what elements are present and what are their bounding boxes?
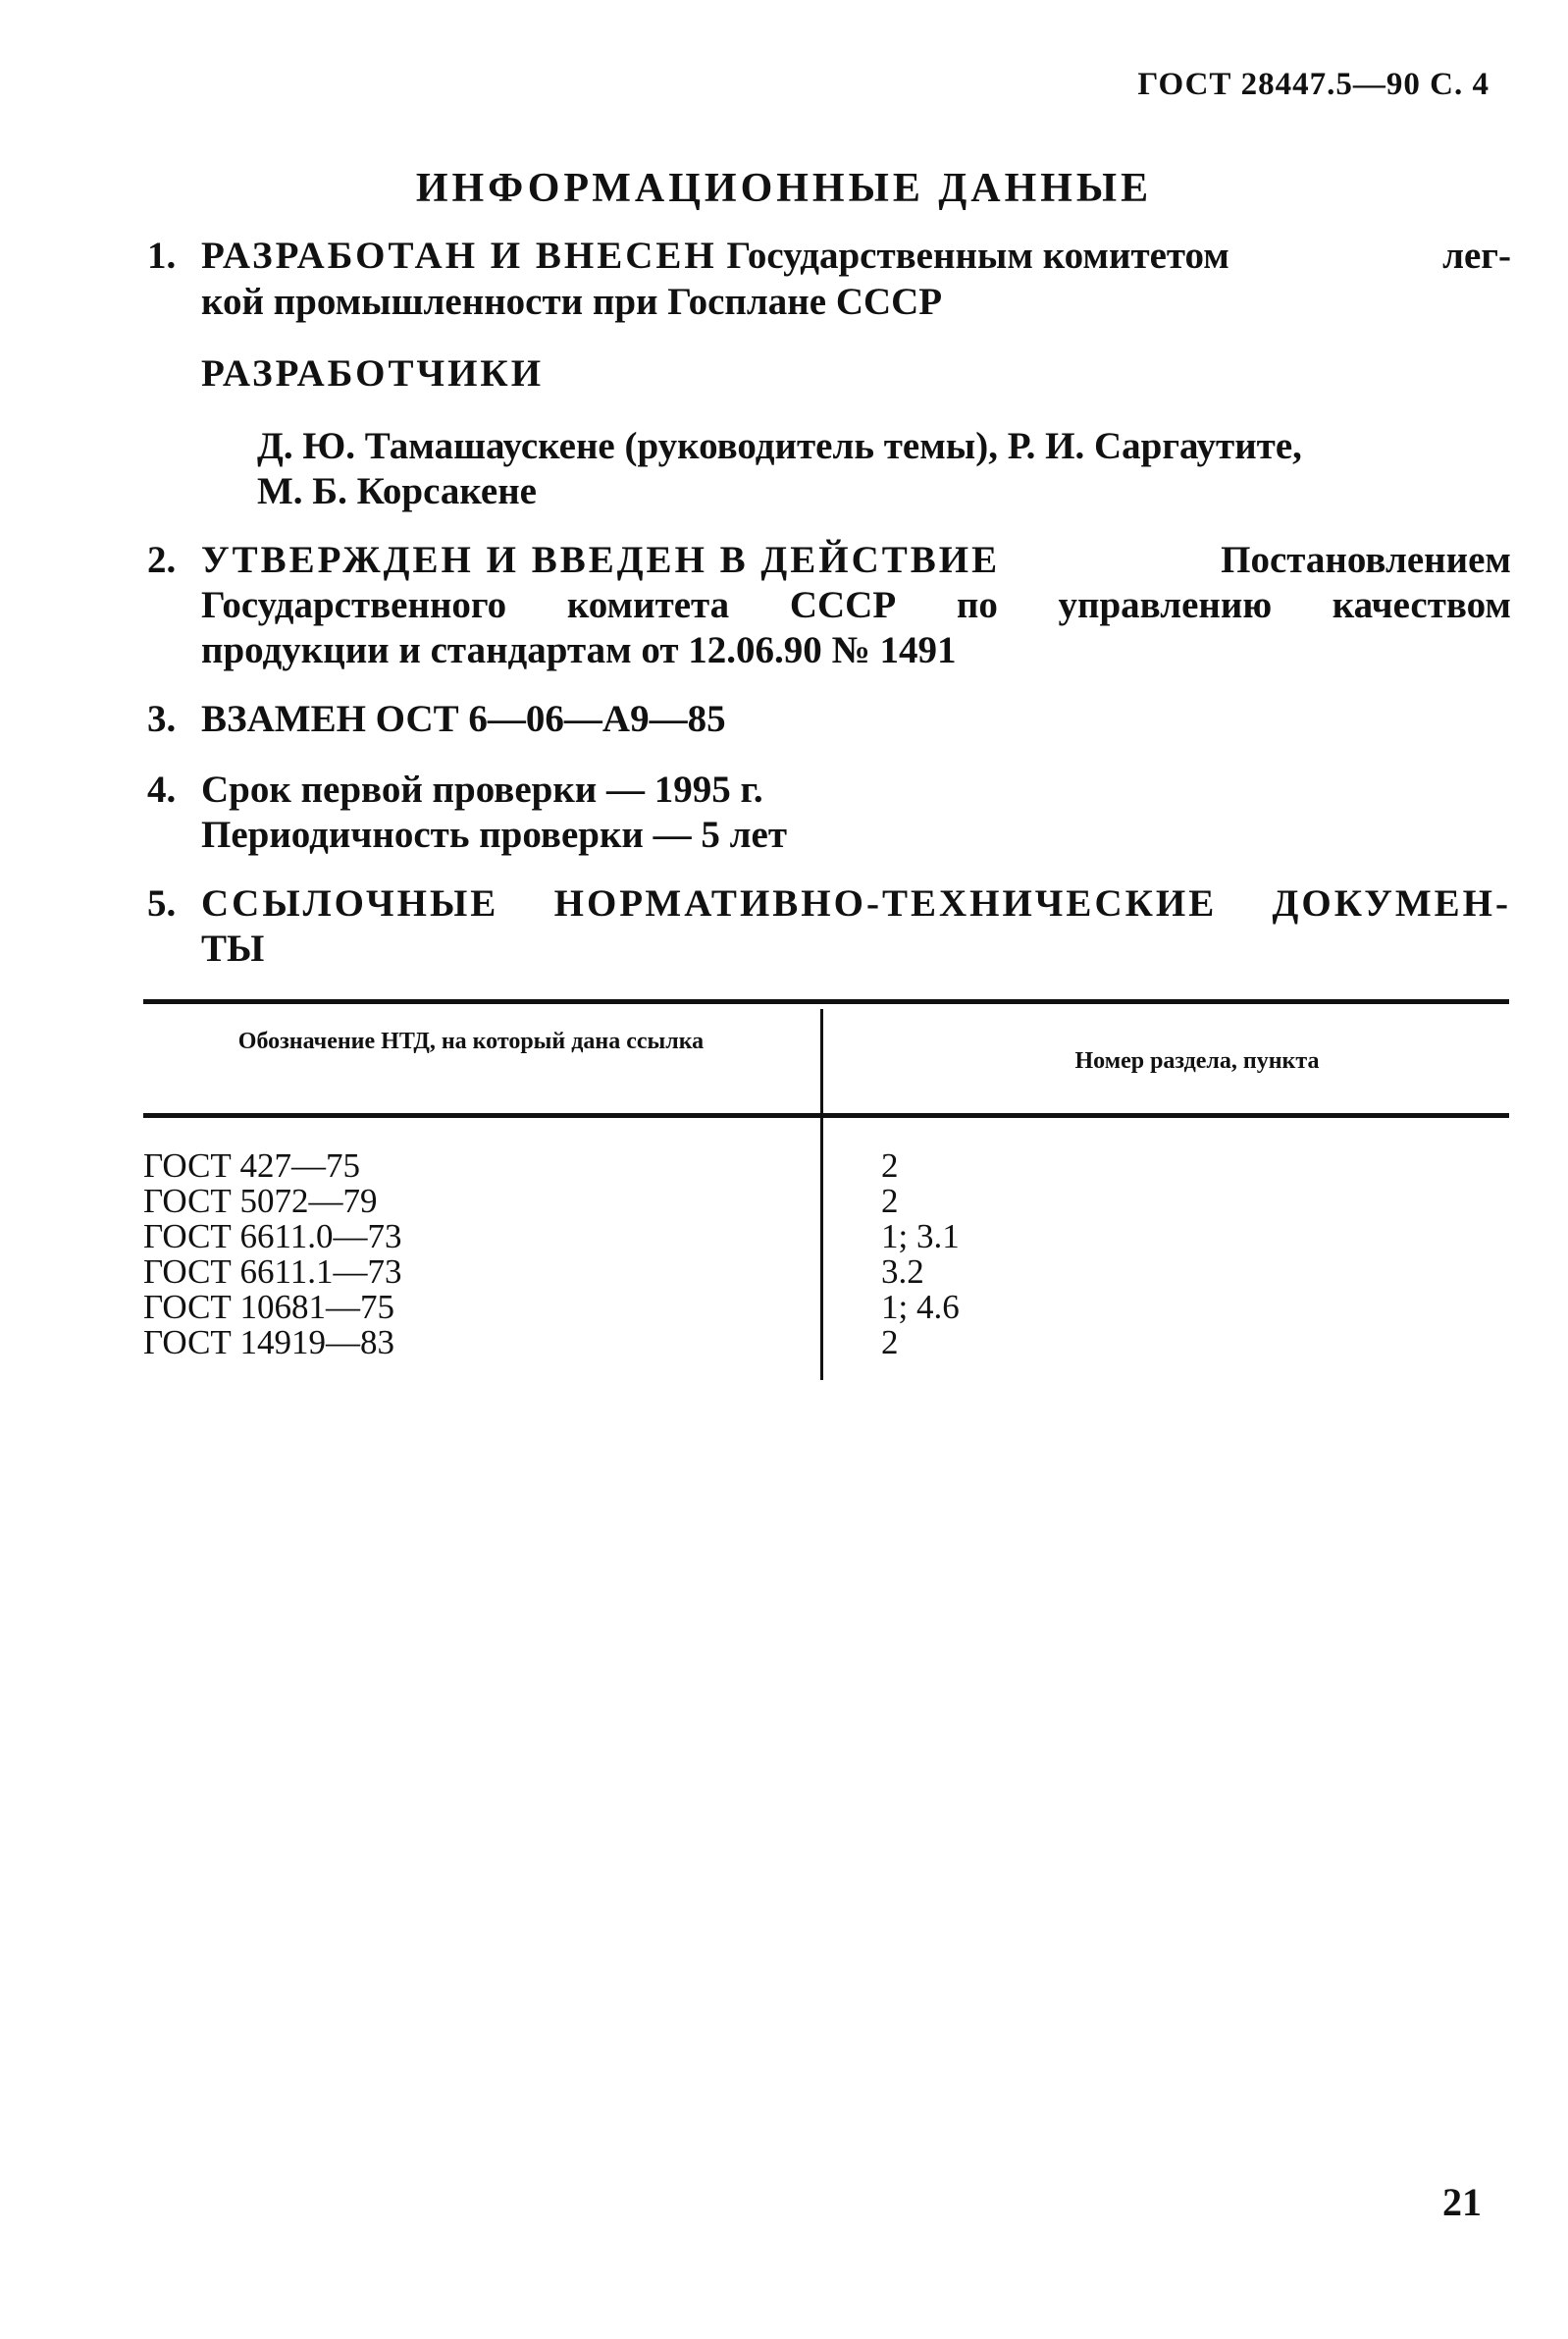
- page-number: 21: [1442, 2180, 1482, 2224]
- item1-line2: кой промышленности при Госплане СССР: [201, 281, 943, 323]
- item3-number: 3.: [147, 698, 177, 740]
- table-header-section: Номер раздела, пункта: [1074, 1048, 1320, 1074]
- item3-text: ВЗАМЕН ОСТ 6—06—А9—85: [201, 698, 726, 740]
- table-top-rule: [143, 999, 1509, 1004]
- item2-line1: [201, 538, 1511, 582]
- item2-line3: продукции и стандартам от 12.06.90 № 1491: [201, 629, 957, 671]
- developers-line2: М. Б. Корсакене: [257, 470, 537, 512]
- item4-line1: Срок первой проверки — 1995 г.: [201, 769, 763, 811]
- item1-lead: РАЗРАБОТАН И ВНЕСЕН: [201, 235, 717, 277]
- item1-text-line1-end: лег-: [1442, 235, 1511, 277]
- table-body-documents: [143, 1148, 402, 1360]
- item5-line2: ТЫ: [201, 928, 265, 970]
- item2-text-line2: Государственного комитета СССР по управлению качеством: [201, 584, 1511, 626]
- table-cell-section: 1; 3.1: [881, 1217, 960, 1255]
- table-row: ГОСТ 10681—75: [143, 1288, 395, 1326]
- item2-number: 2.: [147, 539, 177, 581]
- item2-line2: [201, 583, 1511, 627]
- item1-line1: [201, 234, 1511, 278]
- table-row: ГОСТ 427—75: [143, 1146, 361, 1185]
- table-row: ГОСТ 5072—79: [143, 1182, 378, 1220]
- item5-number: 5.: [147, 882, 177, 925]
- table-row: ГОСТ 6611.1—73: [143, 1252, 402, 1291]
- document-header: ГОСТ 28447.5—90 С. 4: [1137, 67, 1490, 102]
- table-cell-section: 3.2: [881, 1252, 924, 1291]
- item2-text-line1: Постановлением: [1221, 539, 1511, 581]
- developers-line1: Д. Ю. Тамашаускене (руководитель темы), Р. И. Саргаутите,: [257, 425, 1302, 467]
- table-cell-section: 2: [881, 1182, 899, 1220]
- table-row: ГОСТ 6611.0—73: [143, 1217, 402, 1255]
- item5-line1: [201, 881, 1511, 926]
- item2-lead: УТВЕРЖДЕН И ВВЕДЕН В ДЕЙСТВИЕ: [201, 539, 1001, 581]
- item5-text-line1: ССЫЛОЧНЫЕ НОРМАТИВНО-ТЕХНИЧЕСКИЕ ДОКУМЕН-: [201, 882, 1511, 925]
- item4-line2: Периодичность проверки — 5 лет: [201, 814, 787, 856]
- table-row: ГОСТ 14919—83: [143, 1323, 395, 1361]
- table-header-rule: [143, 1113, 1509, 1118]
- item1-number: 1.: [147, 235, 177, 277]
- item1-text-line1: Государственным комитетом: [726, 235, 1229, 277]
- table-cell-section: 1; 4.6: [881, 1288, 960, 1326]
- developers-heading: РАЗРАБОТЧИКИ: [201, 352, 545, 395]
- item4-number: 4.: [147, 769, 177, 811]
- table-body-sections: [881, 1148, 960, 1360]
- page-title: ИНФОРМАЦИОННЫЕ ДАННЫЕ: [415, 166, 1153, 211]
- table-cell-section: 2: [881, 1146, 899, 1185]
- table-cell-section: 2: [881, 1323, 899, 1361]
- table-header-document: Обозначение НТД, на который дана ссылка: [237, 1029, 705, 1054]
- table-column-divider: [820, 1009, 823, 1380]
